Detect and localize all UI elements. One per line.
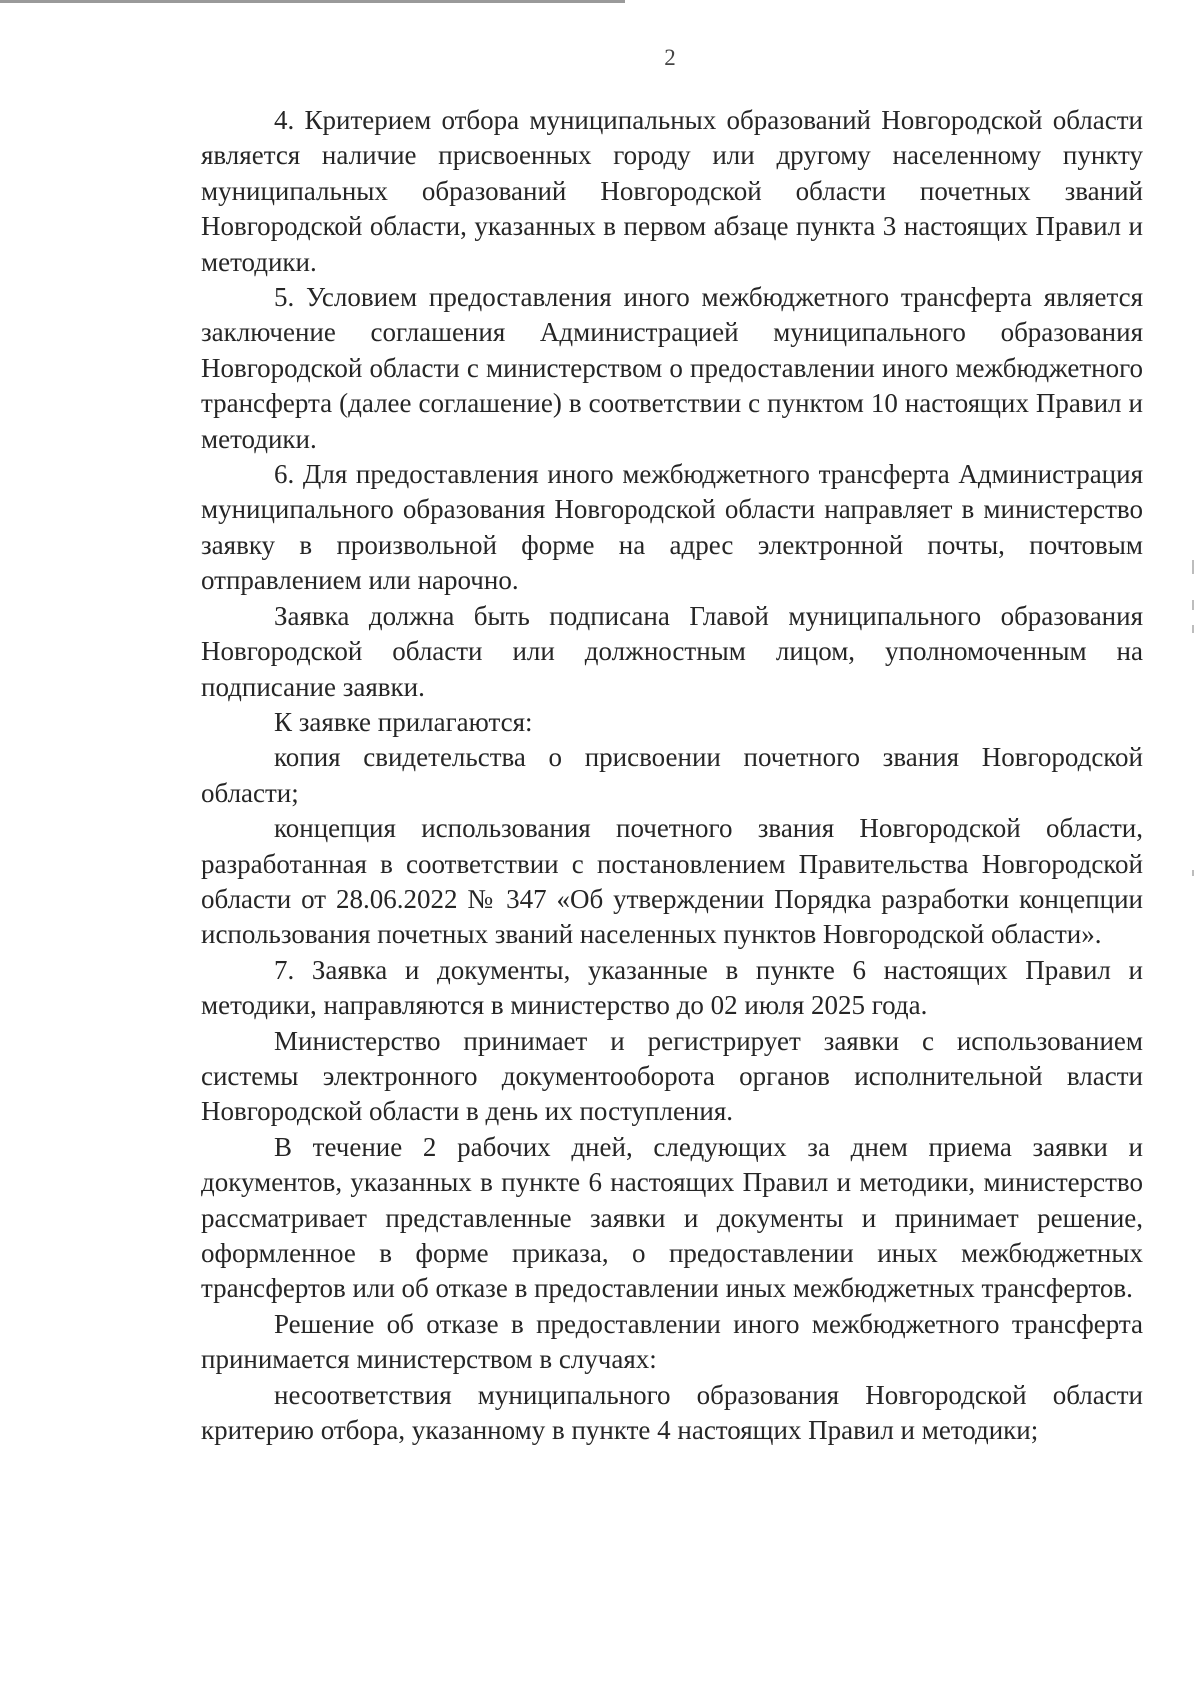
paragraph-review: В течение 2 рабочих дней, следующих за днем приема заявки и документов, указанных в пункте 6 настоящих Правил и методики, министерство рассматривает представленные заявки и документы и принимает решение, оформленное в форме приказа, о предоставлении иных межбюджетных трансфертов или об отказе в предоставлении иных межбюджетных трансфертов. <box>201 1131 1143 1304</box>
paragraph-criterion: 4. Критерием отбора муниципальных образований Новгородской области является наличие присвоенных городу или другому населенному пункту муниципальных образований Новгородской области почетных званий Новгородской области, указанных в первом абзаце пункта 3 настоящих Правил и методики. <box>201 105 1143 277</box>
paragraph-deadline: 7. Заявка и документы, указанные в пункте 6 настоящих Правил и методики, направляются в министерство до 02 июля 2025 года. <box>201 954 1143 1021</box>
paragraph-refusal-intro: Решение об отказе в предоставлении иного межбюджетного трансферта принимается министерством в случаях: <box>201 1308 1143 1375</box>
paragraph-attachment-certificate: копия свидетельства о присвоении почетного звания Новгородской области; <box>201 742 1143 808</box>
scan-edge-mark <box>1192 600 1194 610</box>
paragraph-application: 6. Для предоставления иного межбюджетного трансферта Администрация муниципального образования Новгородской области направляет в министерство заявку в произвольной форме на адрес электронной почты, почтовым отправлением или нарочно. <box>201 459 1143 596</box>
paragraph-refusal-reason: несоответствия муниципального образования Новгородской области критерию отбора, указанному в пункте 4 настоящих Правил и методики; <box>201 1379 1143 1446</box>
paragraph-attachment-concept: концепция использования почетного звания Новгородской области, разработанная в соответствии с постановлением Правительства Новгородской области от 28.06.2022 № 347 «Об утверждении Порядка разработки концепции использования почетных званий населенных пунктов Новгородской области». <box>201 813 1143 950</box>
document-body <box>201 103 1143 1448</box>
page-number: 2 <box>664 45 676 70</box>
scan-top-rule <box>0 0 625 3</box>
paragraph-attachments-intro: К заявке прилагаются: <box>274 706 533 737</box>
scan-edge-mark <box>1192 870 1194 876</box>
paragraph-condition: 5. Условием предоставления иного межбюджетного трансферта является заключение соглашения Администрацией муниципального образования Новгородской области с министерством о предоставлении иного межбюджетного трансферта (далее соглашение) в соответствии с пунктом 10 настоящих Правил и методики. <box>201 282 1143 454</box>
scan-edge-mark <box>1192 560 1194 574</box>
paragraph-registration: Министерство принимает и регистрирует заявки с использованием системы электронного документооборота органов исполнительной власти Новгородской области в день их поступления. <box>201 1025 1143 1127</box>
scan-edge-mark <box>1192 625 1194 633</box>
paragraph-signature: Заявка должна быть подписана Главой муниципального образования Новгородской области или должностным лицом, уполномоченным на подписание заявки. <box>201 600 1143 702</box>
